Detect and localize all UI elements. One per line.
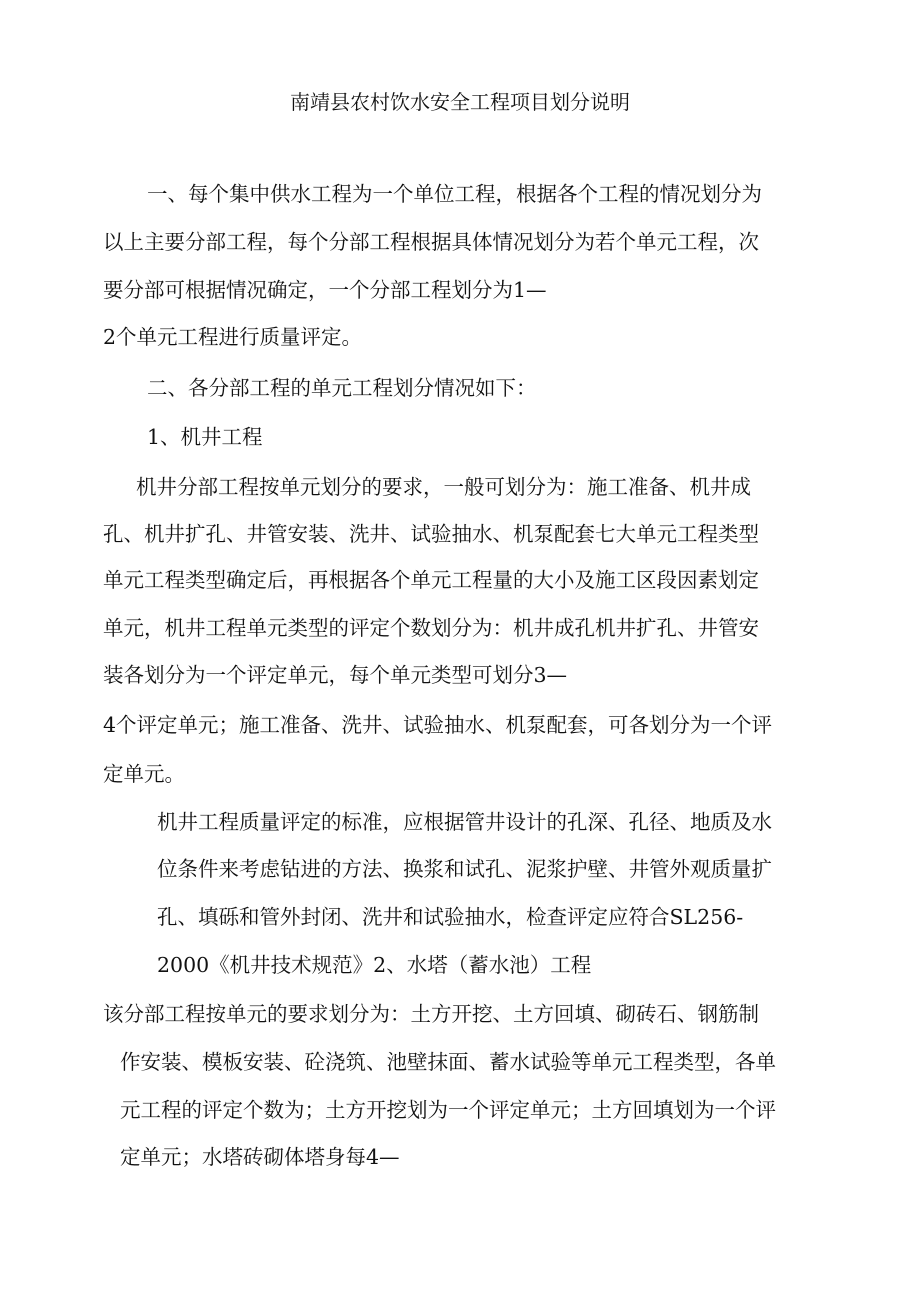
text-line: 以上主要分部工程，每个分部工程根据具体情况划分为若个单元工程，次 (103, 230, 759, 254)
text-line: 二、各分部工程的单元工程划分情况如下： (147, 376, 537, 400)
text-line: 机井分部工程按单元划分的要求，一般可划分为：施工准备、机井成 (136, 475, 751, 499)
text-line: 4个评定单元；施工准备、洗井、试验抽水、机泵配套，可各划分为一个评 (103, 713, 773, 737)
document-title: 南靖县农村饮水安全工程项目划分说明 (290, 90, 630, 114)
text-line: 孔、填砾和管外封闭、洗井和试验抽水，检查评定应符合SL256- (157, 905, 744, 929)
text-line: 定单元；水塔砖砌体塔身每4— (120, 1145, 400, 1169)
text-line: 一、每个集中供水工程为一个单位工程，根据各个工程的情况划分为 (147, 182, 762, 206)
text-line: 机井工程质量评定的标准，应根据管井设计的孔深、孔径、地质及水 (157, 810, 772, 834)
text-line: 要分部可根据情况确定，一个分部工程划分为1— (103, 278, 547, 302)
text-line: 定单元。 (103, 762, 185, 786)
text-line: 2个单元工程进行质量评定。 (103, 325, 363, 349)
text-line: 该分部工程按单元的要求划分为：土方开挖、土方回填、砌砖石、钢筋制 (103, 1002, 759, 1026)
text-line: 作安装、模板安装、砼浇筑、池壁抹面、蓄水试验等单元工程类型，各单 (120, 1050, 776, 1074)
text-line: 单元，机井工程单元类型的评定个数划分为：机井成孔机井扩孔、井管安 (103, 616, 759, 640)
text-line: 单元工程类型确定后，再根据各个单元工程量的大小及施工区段因素划定 (103, 568, 759, 592)
text-line: 装各划分为一个评定单元，每个单元类型可划分3— (103, 663, 568, 687)
text-line: 元工程的评定个数为；土方开挖划为一个评定单元；土方回填划为一个评 (120, 1098, 776, 1122)
text-line: 1、机井工程 (147, 425, 263, 449)
text-line: 2000《机井技术规范》2、水塔（蓄水池）工程 (157, 953, 592, 977)
text-line: 位条件来考虑钻进的方法、换浆和试孔、泥浆护壁、井管外观质量扩 (157, 857, 772, 881)
text-line: 孔、机井扩孔、井管安装、洗井、试验抽水、机泵配套七大单元工程类型 (103, 522, 759, 546)
